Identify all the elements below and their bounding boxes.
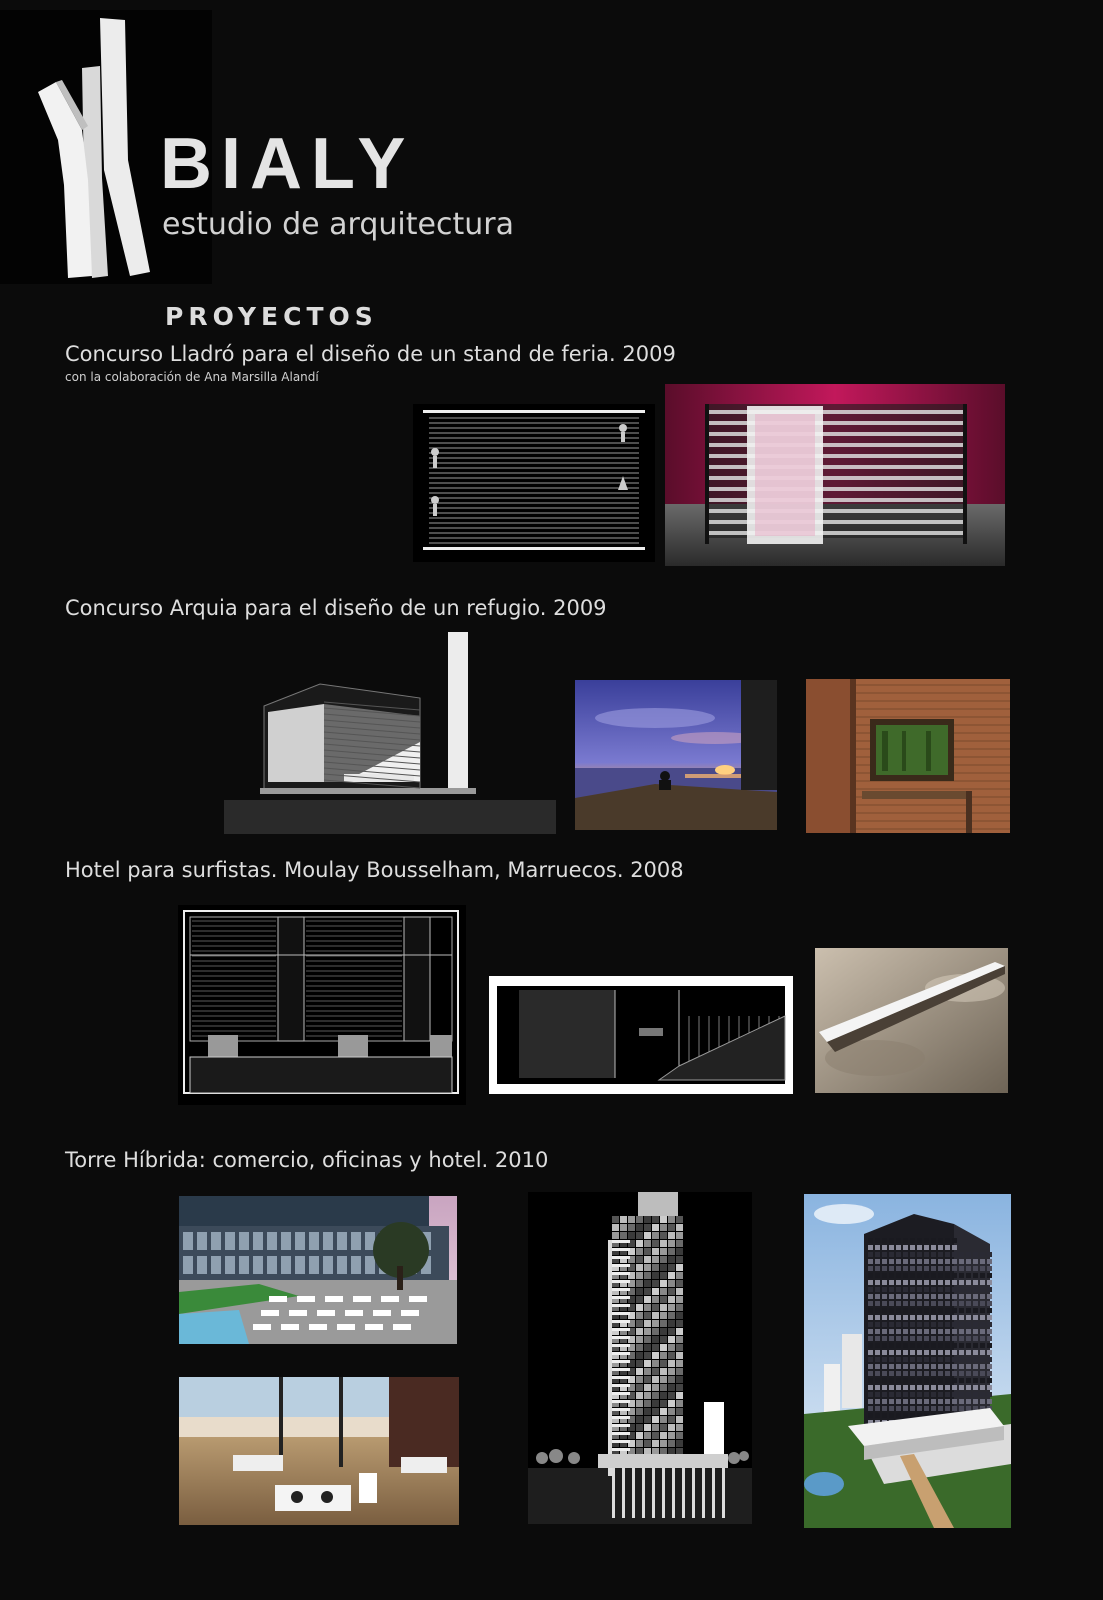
project-title-lladro: Concurso Lladró para el diseño de un stand de feria. 2009 <box>65 342 676 366</box>
project-title-arquia: Concurso Arquia para el diseño de un refugio. 2009 <box>65 596 607 620</box>
section-title: PROYECTOS <box>165 302 378 331</box>
refuge-sunset-render <box>575 680 777 830</box>
refuge-interior-render <box>806 679 1010 833</box>
hotel-plan-drawing <box>178 905 466 1105</box>
project-title-torre: Torre Híbrida: comercio, oficinas y hotel. 2010 <box>65 1148 549 1172</box>
torre-restaurant-render <box>179 1377 459 1525</box>
project-subtitle-lladro: con la colaboración de Ana Marsilla Alandí <box>65 370 319 384</box>
torre-terrace-render <box>179 1196 457 1344</box>
stand-render-pink <box>665 384 1005 566</box>
hotel-perspective-drawing <box>489 976 793 1094</box>
project-title-hotel: Hotel para surfistas. Moulay Bousselham, Marruecos. 2008 <box>65 858 684 882</box>
hotel-model-render <box>815 948 1008 1093</box>
brand-name: BIALY <box>160 124 415 204</box>
refuge-section-drawing <box>224 632 556 834</box>
torre-aerial-render <box>804 1194 1011 1528</box>
stand-elevation-drawing <box>413 404 655 562</box>
brand-tagline: estudio de arquitectura <box>162 207 514 242</box>
torre-elevation-drawing <box>528 1192 752 1524</box>
